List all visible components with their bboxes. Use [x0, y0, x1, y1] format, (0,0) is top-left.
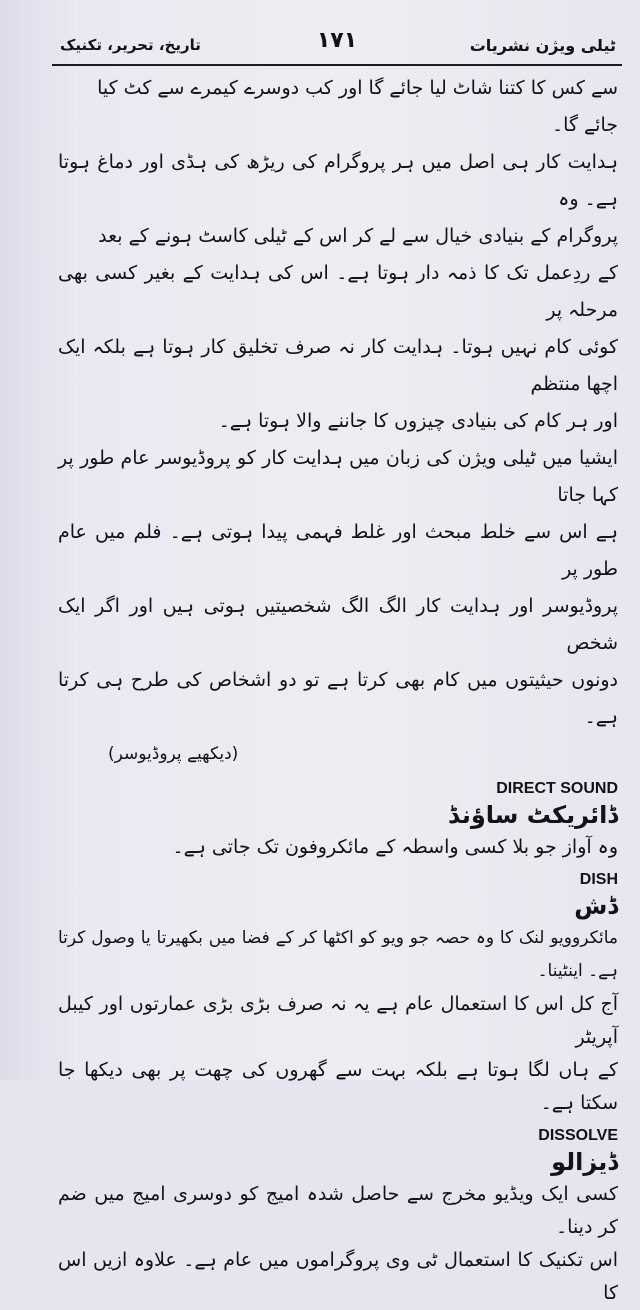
- term-dish: [58, 870, 618, 1120]
- text-line: جائے گا۔: [552, 114, 618, 136]
- page-number: ۱۷۱: [316, 28, 358, 53]
- text-line: دونوں حیثیتوں میں کام بھی کرتا ہے تو دو اشخاص کی طرح ہی کرتا ہے۔: [58, 669, 618, 728]
- definition-line: کسی ایک ویڈیو مخرج سے حاصل شدہ امیج کو دوسری امیج میں ضم کر دینا۔: [58, 1183, 618, 1238]
- paragraph-1: [58, 70, 618, 144]
- text-line: ہدایت کار ہی اصل میں ہر پروگرام کی ریڑھ کی ہڈی اور دماغ ہوتا ہے۔ وہ: [58, 151, 618, 210]
- text-line: اور ہر کام کی بنیادی چیزوں کا جاننے والا ہوتا ہے۔: [218, 410, 618, 432]
- term-english: DISH: [579, 871, 618, 888]
- text-line: کوئی کام نہیں ہوتا۔ ہدایت کار نہ صرف تخلیق کار ہوتا ہے بلکہ ایک اچھا منتظم: [58, 336, 618, 395]
- page-header: [52, 18, 622, 66]
- text-line: ہے اس سے خلط مبحث اور غلط فہمی پیدا ہوتی ہے۔ فلم میں عام طور پر: [58, 521, 618, 580]
- paragraph-3: [58, 440, 618, 773]
- definition-line: مائکروویو لنک کا وہ حصہ جو ویو کو اکٹھا کر کے فضا میں بکھیرتا یا وصول کرتا ہے۔ اینٹینا۔: [58, 928, 618, 981]
- term-dissolve: [58, 1126, 618, 1310]
- page-body: [58, 70, 618, 1310]
- definition-line: وہ آواز جو بلا کسی واسطہ کے مائکروفون تک جاتی ہے۔: [172, 836, 618, 858]
- term-english: DISSOLVE: [538, 1127, 618, 1144]
- term-direct-sound: [58, 779, 618, 864]
- term-english: DIRECT SOUND: [496, 780, 618, 797]
- definition-line: اس تکنیک کا استعمال ٹی وی پروگراموں میں عام ہے۔ علاوہ ازیں اس کا: [58, 1249, 618, 1304]
- term-urdu: ڈائریکٹ ساؤنڈ: [448, 801, 618, 829]
- running-header-right: ٹیلی ویژن نشریات: [469, 36, 616, 55]
- text-line: کے ردِعمل تک کا ذمہ دار ہوتا ہے۔ اس کی ہدایت کے بغیر کسی بھی مرحلہ پر: [58, 262, 618, 321]
- term-urdu: ڈش: [574, 892, 618, 920]
- see-also-line: [58, 736, 618, 773]
- text-line: پروگرام کے بنیادی خیال سے لے کر اس کے ٹیلی کاسٹ ہونے کے بعد: [98, 225, 618, 247]
- paragraph-2: [58, 144, 618, 440]
- running-header-left: تاریخ، تحریر، تکنیک: [60, 36, 201, 54]
- text-line: ایشیا میں ٹیلی ویژن کی زبان میں ہدایت کار کو پروڈیوسر عام طور پر کہا جاتا: [58, 447, 618, 506]
- term-urdu: ڈیزالو: [551, 1148, 618, 1176]
- definition-line: کے ہاں لگا ہوتا ہے بلکہ بہت سے گھروں کی چھت پر بھی دیکھا جا سکتا ہے۔: [58, 1059, 618, 1114]
- text-line: پروڈیوسر اور ہدایت کار الگ الگ شخصیتیں ہوتی ہیں اور اگر ایک شخص: [58, 595, 618, 654]
- definition-line: آج کل اس کا استعمال عام ہے یہ نہ صرف بڑی بڑی عمارتوں اور کیبل آپریٹر: [58, 993, 618, 1048]
- see-also-reference: (دیکھیے پروڈیوسر): [108, 744, 239, 764]
- text-line: سے کس کا کتنا شاٹ لیا جائے گا اور کب دوسرے کیمرے سے کٹ کیا: [97, 77, 618, 99]
